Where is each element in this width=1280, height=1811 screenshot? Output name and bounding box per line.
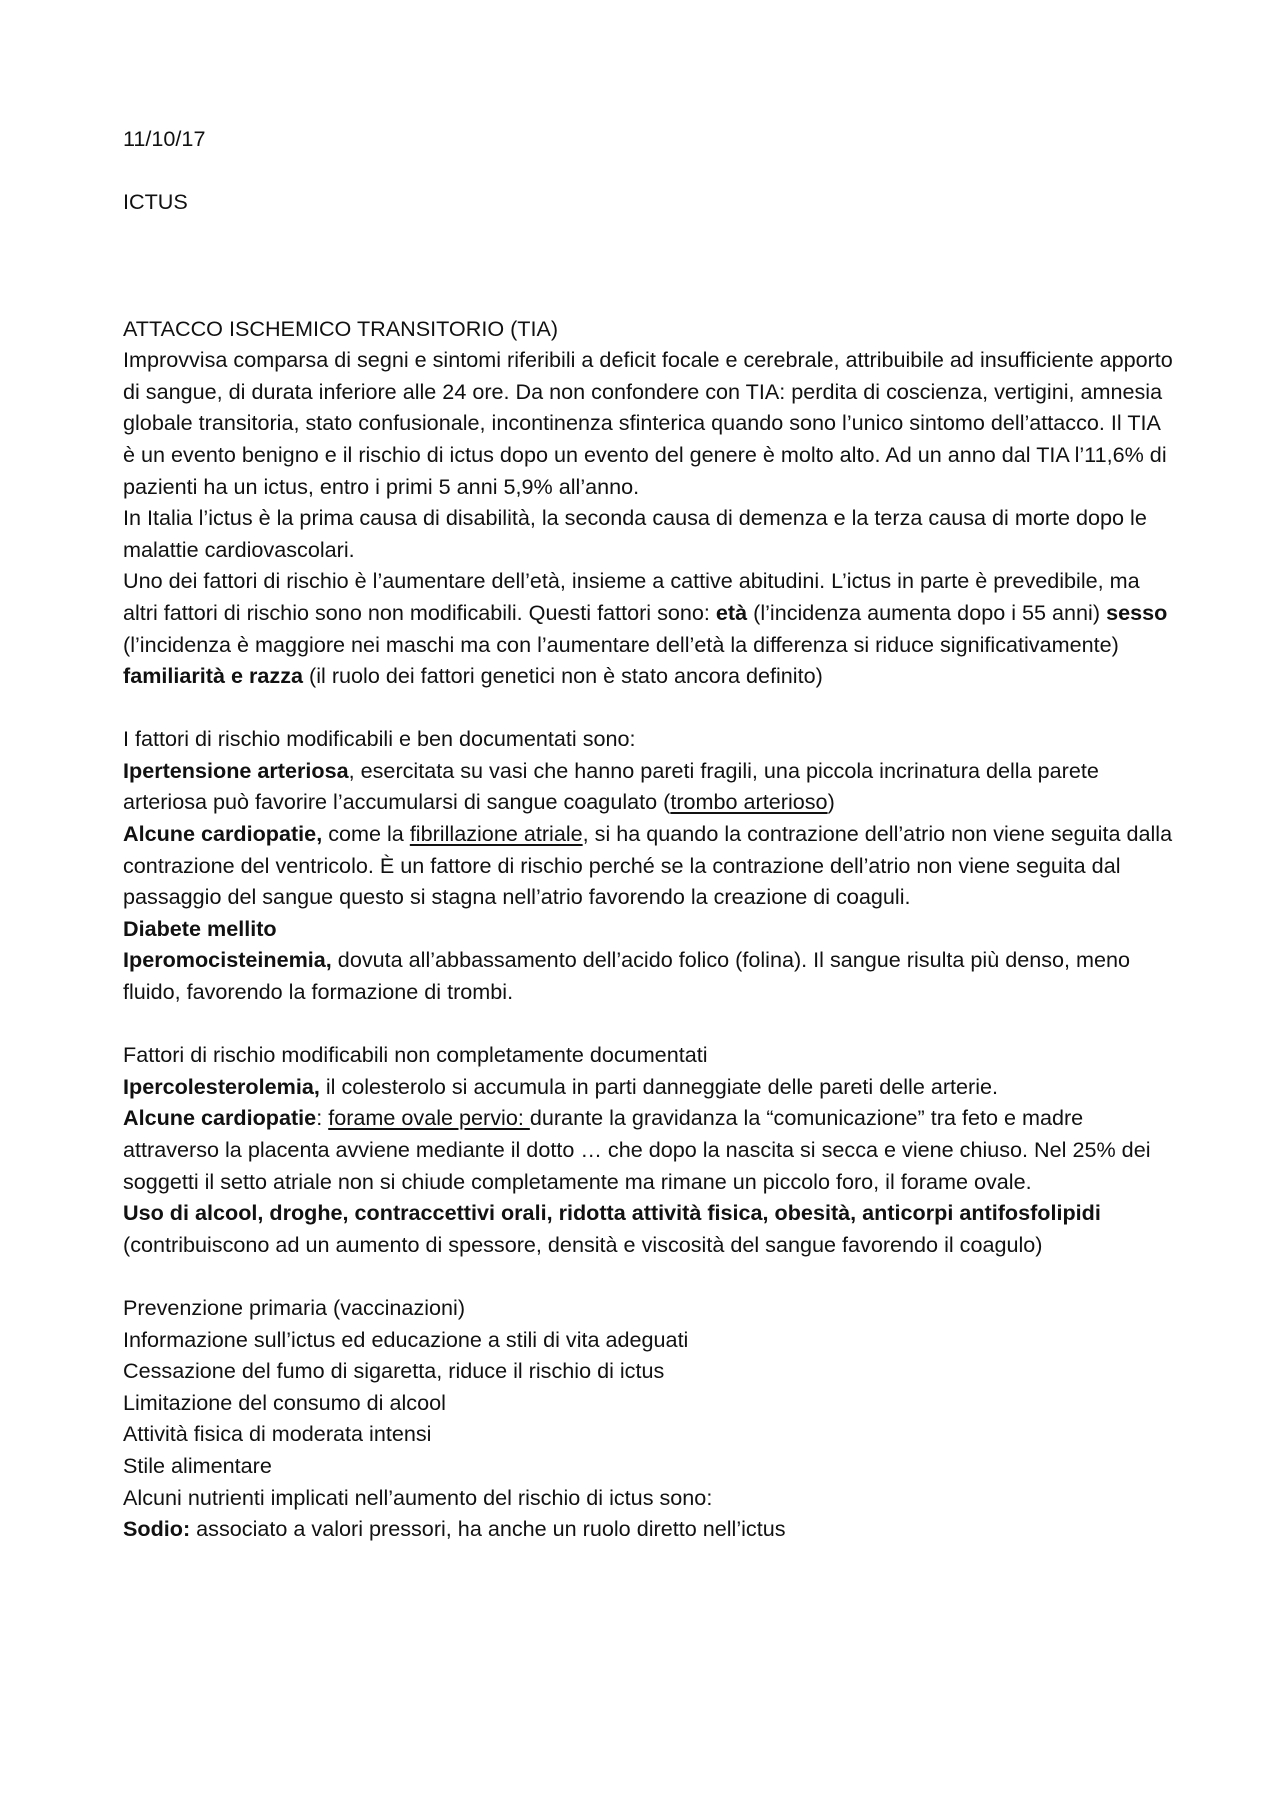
bold-term: Alcune cardiopatie, [123, 821, 323, 847]
document-body [123, 123, 1173, 1545]
prevention-item: Attività fisica di moderata intensi [123, 1421, 432, 1447]
bold-term-eta: età [715, 599, 748, 625]
prevention-item: Informazione sull’ictus ed educazione a stili di vita adeguati [123, 1326, 689, 1352]
modifiable-intro: I fattori di rischio modificabili e ben documentati sono: [123, 726, 636, 752]
document-title: ICTUS [123, 189, 188, 215]
bold-term-familiarita: familiarità e razza [123, 663, 304, 689]
text-run: ) [827, 789, 835, 815]
underlined-term: trombo arterioso [670, 789, 828, 815]
modifiable-iperomocisteinemia [123, 944, 1173, 1007]
underlined-term: forame ovale pervio: [328, 1105, 530, 1131]
prevention-sodio [123, 1513, 1173, 1545]
bold-term: Ipercolesterolemia, [123, 1073, 320, 1099]
tia-paragraph-definition: Improvvisa comparsa di segni e sintomi riferibili a deficit focale e cerebrale, attribuibile ad insufficiente apporto di sangue, di durata inferiore alle 24 ore. Da non confondere con TIA: perdita di coscienza, vertigini, amnesia globale transitoria, stato confusionale, incontinenza sfinterica quando sono l’unico sintomo dell’attacco. Il TIA è un evento benigno e il rischio di ictus dopo un evento del genere è molto alto. Ad un anno dal TIA l’11,6% di pazienti ha un ictus, entro i primi 5 anni 5,9% all’anno. [123, 347, 1173, 499]
not-documented-intro: Fattori di rischio modificabili non completamente documentati [123, 1042, 708, 1068]
prevention-item: Limitazione del consumo di alcool [123, 1389, 446, 1415]
bold-term: Alcune cardiopatie [123, 1105, 317, 1131]
modifiable-diabete [123, 913, 1173, 945]
spacer [123, 692, 1173, 724]
text-run: (il ruolo dei fattori genetici non è stato ancora definito) [303, 663, 823, 689]
not-documented-cardiopatie [123, 1102, 1173, 1197]
text-run: il colesterolo si accumula in parti danneggiate delle pareti delle arterie. [319, 1073, 999, 1099]
tia-heading: ATTACCO ISCHEMICO TRANSITORIO (TIA) [123, 315, 559, 341]
not-documented-uso-text: (contribuiscono ad un aumento di spessore, densità e viscosità del sangue favorendo il coagulo) [123, 1231, 1043, 1257]
text-run: (l’incidenza è maggiore nei maschi ma con l’aumentare dell’età la differenza si riduce significativamente) [123, 631, 1119, 657]
text-run: , si ha quando la contrazione dell’atrio non viene seguita dalla contrazione del ventricolo. È un fattore di rischio perché se la contrazione dell’atrio non viene seguita dal passaggio del sangue questo si stagna nell’atrio favorendo la creazione di coaguli. [123, 821, 1173, 910]
prevention-heading: Prevenzione primaria (vaccinazioni) [123, 1294, 466, 1320]
prevention-item: Cessazione del fumo di sigaretta, riduce il rischio di ictus [123, 1358, 665, 1384]
prevention-item: Stile alimentare [123, 1452, 272, 1478]
bold-term: Ipertensione arteriosa [123, 757, 349, 783]
bold-term: Iperomocisteinemia, [123, 947, 332, 973]
text-run: , esercitata su vasi che hanno pareti fragili, una piccola incrinatura della parete arteriosa può favorire l’accumularsi di sangue coagulato ( [123, 757, 1099, 815]
text-run: dovuta all’abbassamento dell’acido folico (folina). Il sangue risulta più denso, meno fluido, favorendo la formazione di trombi. [123, 947, 1131, 1005]
text-run: associato a valori pressori, ha anche un ruolo diretto nell’ictus [190, 1516, 786, 1542]
text-run: durante la gravidanza la “comunicazione” tra feto e madre attraverso la placenta avviene mediante il dotto … che dopo la nascita si secca e viene chiuso. Nel 25% dei soggetti il setto atriale non si chiude completamente ma rimane un piccolo foro, il forame ovale. [123, 1105, 1151, 1194]
prevention-item: Alcuni nutrienti implicati nell’aumento del rischio di ictus sono: [123, 1484, 713, 1510]
bold-term: Diabete mellito [123, 915, 277, 941]
spacer [123, 218, 1173, 313]
text-run: Uno dei fattori di rischio è l’aumentare dell’età, insieme a cattive abitudini. L’ictus in parte è prevedibile, ma altri fattori di rischio sono non modificabili. Questi fattori sono: [123, 568, 1140, 625]
bold-term: Sodio: [123, 1516, 191, 1542]
document-date: 11/10/17 [123, 126, 206, 151]
tia-paragraph-nonmodifiable [123, 565, 1173, 691]
text-run: come la [322, 821, 410, 847]
spacer [123, 155, 1173, 187]
not-documented-uso-bold [123, 1197, 1173, 1229]
bold-term-sesso: sesso [1106, 599, 1168, 625]
modifiable-ipertensione [123, 755, 1173, 818]
not-documented-ipercolesterolemia [123, 1071, 1173, 1103]
underlined-term: fibrillazione atriale [409, 821, 583, 847]
text-run: (l’incidenza aumenta dopo i 55 anni) [747, 599, 1107, 625]
modifiable-cardiopatie [123, 818, 1173, 913]
spacer [123, 1008, 1173, 1040]
bold-term: Uso di alcool, droghe, contraccettivi orali, ridotta attività fisica, obesità, anticorpi antifosfolipidi [123, 1200, 1101, 1226]
tia-paragraph-italy: In Italia l’ictus è la prima causa di disabilità, la seconda causa di demenza e la terza causa di morte dopo le malattie cardiovascolari. [123, 505, 1147, 562]
text-run: : [316, 1105, 329, 1131]
spacer [123, 1260, 1173, 1292]
